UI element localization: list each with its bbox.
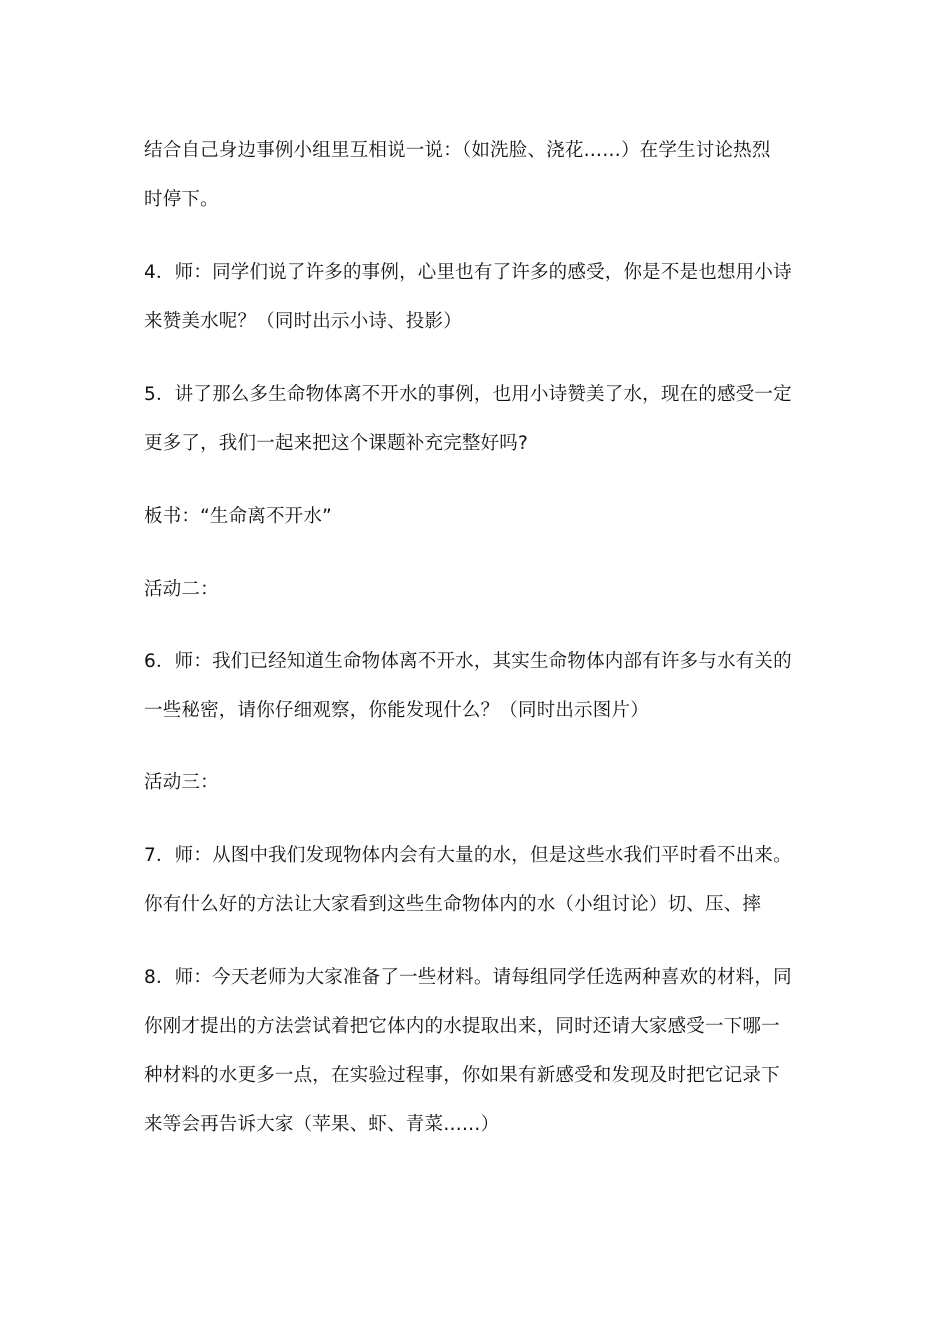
text-line: 你有什么好的方法让大家看到这些生命物体内的水（小组讨论）切、压、摔 xyxy=(144,894,762,915)
text-line: 5．讲了那么多生命物体离不开水的事例，也用小诗赞美了水，现在的感受一定 xyxy=(144,384,792,405)
text-line: 7．师：从图中我们发现物体内会有大量的水，但是这些水我们平时看不出来。 xyxy=(144,845,792,866)
section-heading: 活动三： xyxy=(144,772,219,793)
text-line: 种材料的水更多一点，在实验过程事，你如果有新感受和发现及时把它记录下 xyxy=(144,1065,780,1086)
text-line: 8．师：今天老师为大家准备了一些材料。请每组同学任选两种喜欢的材料，同 xyxy=(144,967,792,988)
text-line: 一些秘密，请你仔细观察，你能发现什么？（同时出示图片） xyxy=(144,700,649,721)
section-heading: 活动二： xyxy=(144,579,219,600)
text-line: 来等会再告诉大家（苹果、虾、青菜……） xyxy=(144,1114,500,1135)
text-line: 结合自己身边事例小组里互相说一说：（如洗脸、浇花……）在学生讨论热烈 xyxy=(144,140,771,161)
text-line: 你刚才提出的方法尝试着把它体内的水提取出来，同时还请大家感受一下哪一 xyxy=(144,1016,780,1037)
text-line: 时停下。 xyxy=(144,189,219,210)
text-line: 来赞美水呢？（同时出示小诗、投影） xyxy=(144,311,462,332)
board-note-line: 板书：“生命离不开水” xyxy=(144,506,332,527)
text-line: 更多了，我们一起来把这个课题补充完整好吗? xyxy=(144,433,529,454)
text-line: 6．师：我们已经知道生命物体离不开水，其实生命物体内部有许多与水有关的 xyxy=(144,651,792,672)
text-line: 4．师：同学们说了许多的事例，心里也有了许多的感受，你是不是也想用小诗 xyxy=(144,262,792,283)
